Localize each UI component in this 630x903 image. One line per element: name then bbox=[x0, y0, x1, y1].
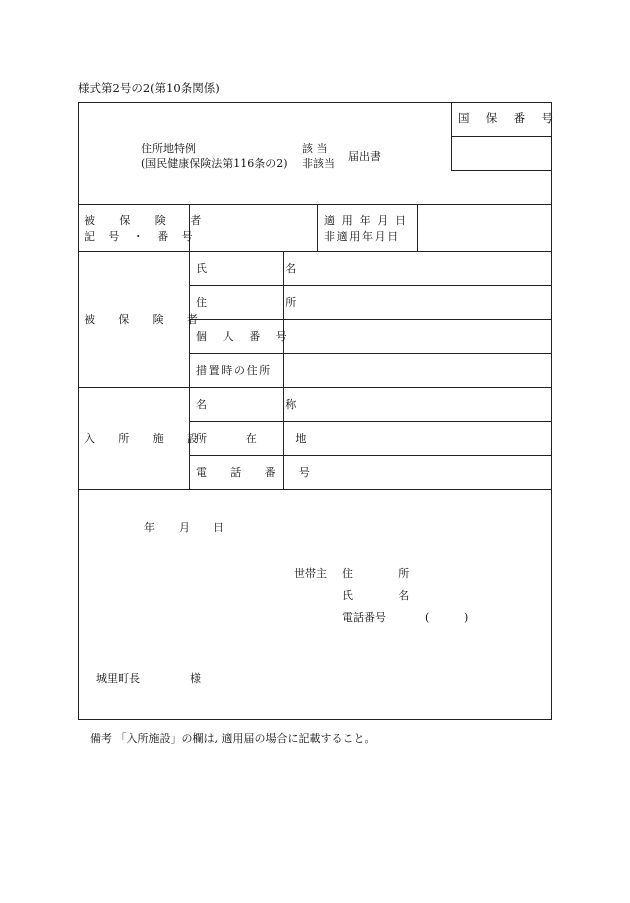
kokuho-box-mid bbox=[451, 136, 552, 137]
value-name[interactable] bbox=[290, 263, 545, 277]
label-facility-phone: 電 話 番 号 bbox=[196, 466, 320, 479]
title-line2: (国民健康保険法第116条の2) bbox=[141, 157, 288, 170]
value-facility-location[interactable] bbox=[290, 433, 545, 447]
form-number: 様式第2号の2(第10条関係) bbox=[78, 81, 220, 95]
label-personal-number: 個 人 番 号 bbox=[196, 330, 293, 343]
date-label-2: 非適用年月日 bbox=[324, 230, 400, 243]
kokuho-box-bottom bbox=[451, 170, 552, 171]
value-facility-phone[interactable] bbox=[290, 467, 545, 481]
value-address[interactable] bbox=[290, 297, 545, 311]
sama-label: 様 bbox=[190, 672, 201, 685]
date-month: 月 bbox=[179, 521, 190, 534]
title-line1: 住所地特例 bbox=[141, 142, 196, 155]
frame-bottom bbox=[78, 719, 552, 720]
insured-id-label-2: 記 号 ・ 番 号 bbox=[84, 230, 198, 243]
insured-id-value[interactable] bbox=[195, 222, 311, 236]
facility-group-bottom bbox=[78, 489, 552, 490]
label-facility-name: 名 称 bbox=[196, 398, 334, 411]
person-line-3 bbox=[189, 353, 552, 354]
date-day: 日 bbox=[213, 521, 224, 534]
mayor-label: 城里町長 bbox=[96, 672, 140, 685]
person-line-1 bbox=[189, 285, 552, 286]
householder-address-label: 住 所 bbox=[342, 567, 431, 580]
insured-person-group-label: 被 保 険 者 bbox=[84, 313, 208, 326]
label-name: 氏 名 bbox=[196, 262, 334, 275]
householder-phone-label: 電話番号 bbox=[342, 611, 386, 624]
date-label-1: 適 用 年 月 日 bbox=[324, 214, 408, 227]
facility-group-label: 入 所 施 設 bbox=[84, 432, 208, 445]
householder-name-label: 氏 名 bbox=[342, 589, 431, 602]
id-row-div2 bbox=[317, 204, 318, 251]
frame-left bbox=[78, 102, 79, 720]
id-row-div1 bbox=[189, 204, 190, 251]
phone-paren-open: ( bbox=[425, 611, 430, 624]
householder-label: 世帯主 bbox=[294, 567, 327, 580]
id-row-bottom bbox=[78, 251, 552, 252]
kokuho-number-label: 国 保 番 号 bbox=[458, 111, 560, 125]
value-address-at-placement[interactable] bbox=[290, 365, 545, 379]
personal-number-boxes[interactable] bbox=[283, 319, 552, 353]
frame-right bbox=[551, 102, 552, 720]
id-row-div3 bbox=[417, 204, 418, 251]
phone-paren-close: ) bbox=[464, 611, 469, 624]
option-applicable[interactable]: 該 当 bbox=[302, 142, 328, 155]
kokuho-number-value[interactable] bbox=[458, 148, 546, 162]
option-not-applicable[interactable]: 非該当 bbox=[302, 157, 335, 170]
label-address: 住 所 bbox=[196, 296, 334, 309]
insured-id-label-1: 被 保 険 者 bbox=[84, 214, 212, 227]
facility-line-1 bbox=[189, 421, 552, 422]
label-address-at-placement: 措置時の住所 bbox=[196, 364, 272, 377]
notice-label: 届出書 bbox=[348, 150, 381, 163]
label-facility-location: 所 在 地 bbox=[196, 432, 324, 445]
frame-top bbox=[78, 102, 552, 103]
date-year: 年 bbox=[144, 521, 155, 534]
note: 備考 「入所施設」の欄は, 適用届の場合に記載すること。 bbox=[90, 732, 376, 745]
facility-line-2 bbox=[189, 455, 552, 456]
value-facility-name[interactable] bbox=[290, 399, 545, 413]
date-value[interactable] bbox=[423, 222, 545, 236]
id-row-top bbox=[78, 204, 552, 205]
person-group-bottom bbox=[78, 387, 552, 388]
